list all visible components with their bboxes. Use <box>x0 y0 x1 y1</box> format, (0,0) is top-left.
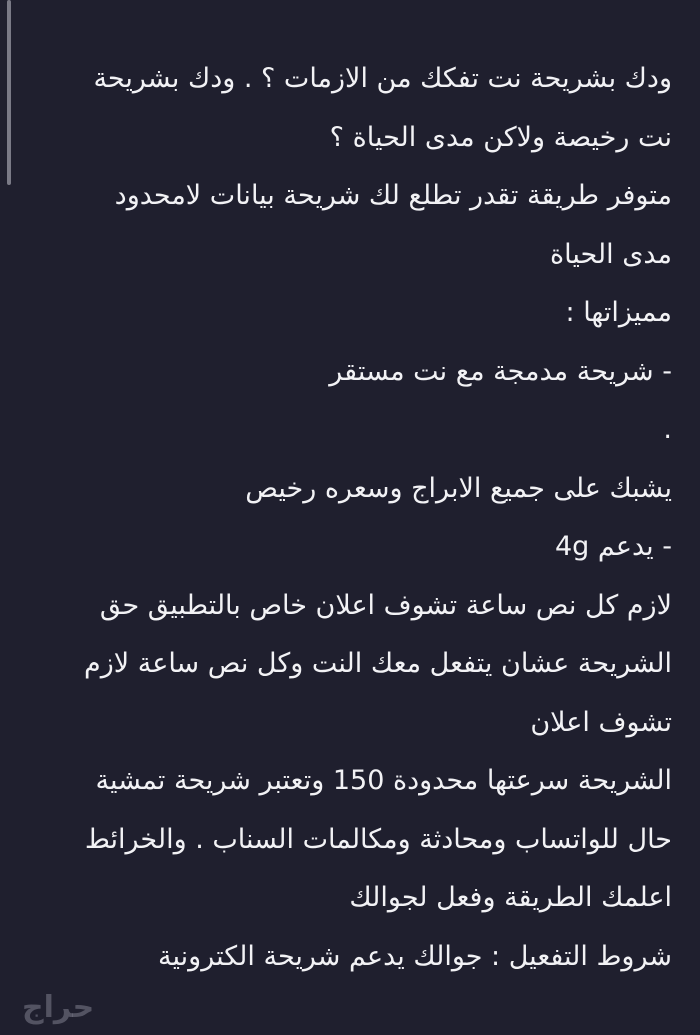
post-line: ودك بشريحة نت تفكك من الازمات ؟ . ودك بشريحة <box>93 63 672 94</box>
post-line: . <box>663 414 672 445</box>
post-line: - شريحة مدمجة مع نت مستقر <box>329 355 672 387</box>
post-line: الشريحة سرعتها محدودة 150 وتعتبر شريحة تمشية <box>95 765 672 796</box>
post-line: الشريحة عشان يتفعل معك النت وكل نص ساعة لازم <box>84 648 672 679</box>
haraj-watermark: حراج <box>22 990 95 1025</box>
post-line: مدى الحياة <box>549 238 672 270</box>
post-line: نت رخيصة ولاكن مدى الحياة ؟ <box>329 121 672 153</box>
post-line: يشبك على جميع الابراج وسعره رخيص <box>245 472 672 504</box>
post-line: لازم كل نص ساعة تشوف اعلان خاص بالتطبيق حق <box>99 589 672 621</box>
post-body-text <box>32 50 672 986</box>
post-line: متوفر طريقة تقدر تطلع لك شريحة بيانات لامحدود <box>114 180 672 211</box>
post-line: - يدعم 4g <box>554 531 672 562</box>
post-line: مميزاتها : <box>565 297 672 328</box>
post-line: اعلمك الطريقة وفعل لجوالك <box>349 882 672 913</box>
post-line: شروط التفعيل : جوالك يدعم شريحة الكترونية <box>158 940 672 972</box>
scroll-indicator[interactable] <box>7 0 11 185</box>
post-line: حال للواتساب ومحادثة ومكالمات السناب . والخرائط <box>84 823 672 855</box>
post-line: تشوف اعلان <box>530 706 672 738</box>
